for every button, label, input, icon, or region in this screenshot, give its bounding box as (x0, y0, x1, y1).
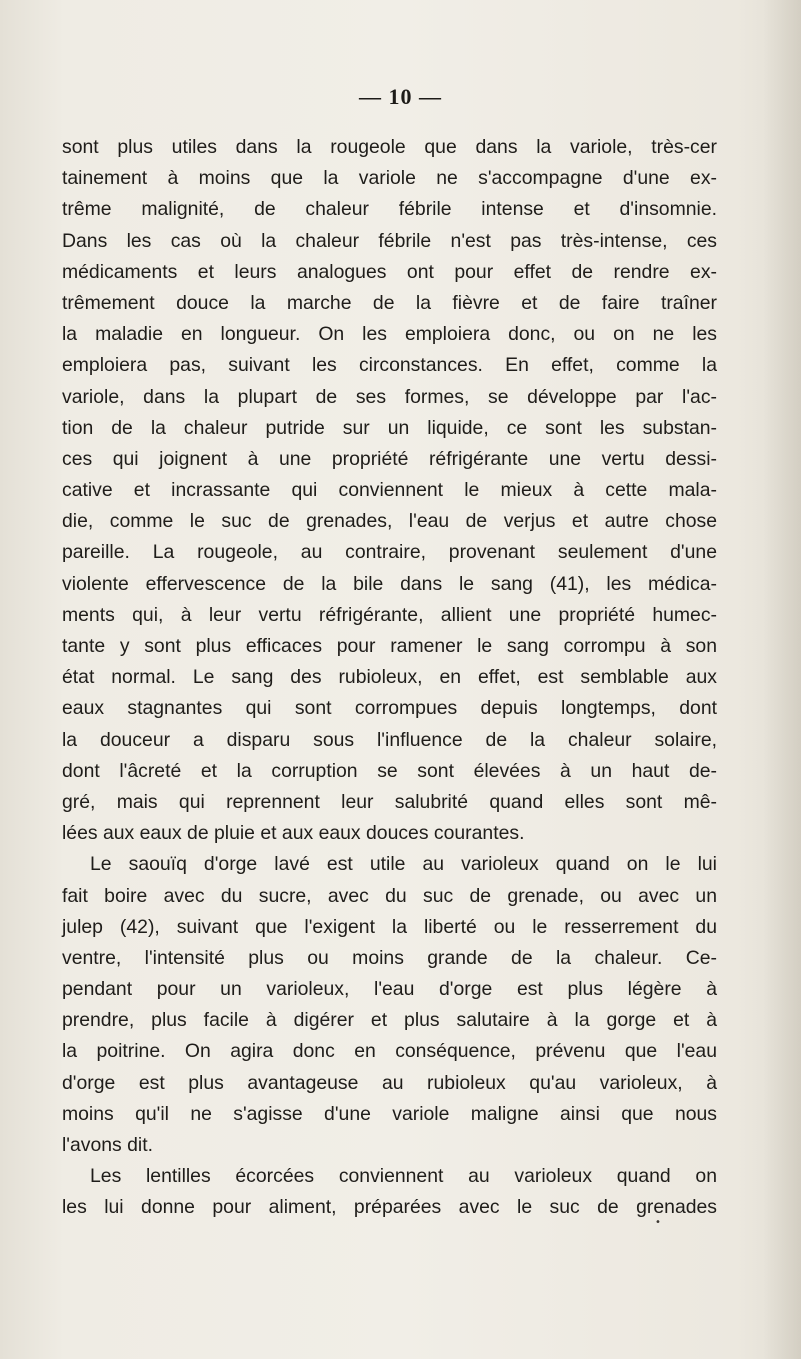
text-line: pendant pour un varioleux, l'eau d'orge est plus légère à (62, 978, 717, 1001)
text-line: variole, dans la plupart de ses formes, se développe par l'ac- (62, 385, 717, 408)
text-line: sont plus utiles dans la rougeole que dans la variole, très-cer (62, 136, 717, 158)
text-line: état normal. Le sang des rubioleux, en effet, est semblable aux (62, 666, 717, 689)
text-line: dont l'âcreté et la corruption se sont élevées à un haut de- (62, 759, 717, 782)
text-line: l'avons dit. (62, 1134, 154, 1156)
text-line: eaux stagnantes qui sont corrompues depuis longtemps, dont (62, 697, 717, 720)
text-line: trême malignité, de chaleur fébrile intense et d'insomnie. (62, 198, 717, 221)
text-line: cative et incrassante qui conviennent le mieux à cette mala- (62, 479, 717, 502)
text-line: pareille. La rougeole, au contraire, provenant seulement d'une (62, 541, 717, 564)
text-line: tante y sont plus efficaces pour ramener le sang corrompu à son (62, 635, 717, 657)
text-line: les lui donne pour aliment, préparées avec le suc de grenades (62, 1196, 717, 1219)
printer-mark: • (655, 1217, 661, 1228)
text-line: moins qu'il ne s'agisse d'une variole maligne ainsi que nous (62, 1102, 717, 1125)
text-line: Dans les cas où la chaleur fébrile n'est pas très-intense, ces (62, 229, 717, 252)
text-line: ces qui joignent à une propriété réfrigérante une vertu dessi- (62, 447, 717, 470)
text-line: trêmement douce la marche de la fièvre et de faire traîner (62, 291, 717, 314)
text-line: lées aux eaux de pluie et aux eaux douces courantes. (62, 822, 525, 845)
text-line: ventre, l'intensité plus ou moins grande de la chaleur. Ce- (62, 946, 717, 969)
text-line: julep (42), suivant que l'exigent la liberté ou le resserrement du (62, 915, 717, 938)
text-line: tion de la chaleur putride sur un liquide, ce sont les substan- (62, 416, 717, 439)
page-number: — 10 — (359, 84, 442, 109)
text-line: la maladie en longueur. On les emploiera donc, ou on ne les (62, 323, 717, 346)
text-line: fait boire avec du sucre, avec du suc de grenade, ou avec un (62, 884, 717, 907)
text-line: la douceur a disparu sous l'influence de la chaleur solaire, (62, 728, 717, 751)
text-line: Le saouïq d'orge lavé est utile au varioleux quand on le lui (90, 853, 717, 876)
body-text (62, 132, 717, 1224)
text-line: violente effervescence de la bile dans le sang (41), les médica- (62, 572, 717, 595)
text-line: prendre, plus facile à digérer et plus salutaire à la gorge et à (62, 1009, 717, 1032)
text-line: tainement à moins que la variole ne s'accompagne d'une ex- (62, 167, 717, 190)
page-edge-shadow (763, 0, 801, 1359)
text-line: la poitrine. On agira donc en conséquence, prévenu que l'eau (62, 1040, 717, 1063)
text-line: d'orge est plus avantageuse au rubioleux qu'au varioleux, à (62, 1071, 717, 1094)
text-line: Les lentilles écorcées conviennent au varioleux quand on (90, 1165, 717, 1188)
text-line: emploiera pas, suivant les circonstances. En effet, comme la (62, 354, 717, 377)
text-line: médicaments et leurs analogues ont pour effet de rendre ex- (62, 260, 717, 283)
text-line: ments qui, à leur vertu réfrigérante, allient une propriété humec- (62, 603, 717, 626)
text-line: gré, mais qui reprennent leur salubrité quand elles sont mê- (62, 790, 717, 813)
text-line: die, comme le suc de grenades, l'eau de verjus et autre chose (62, 510, 717, 533)
